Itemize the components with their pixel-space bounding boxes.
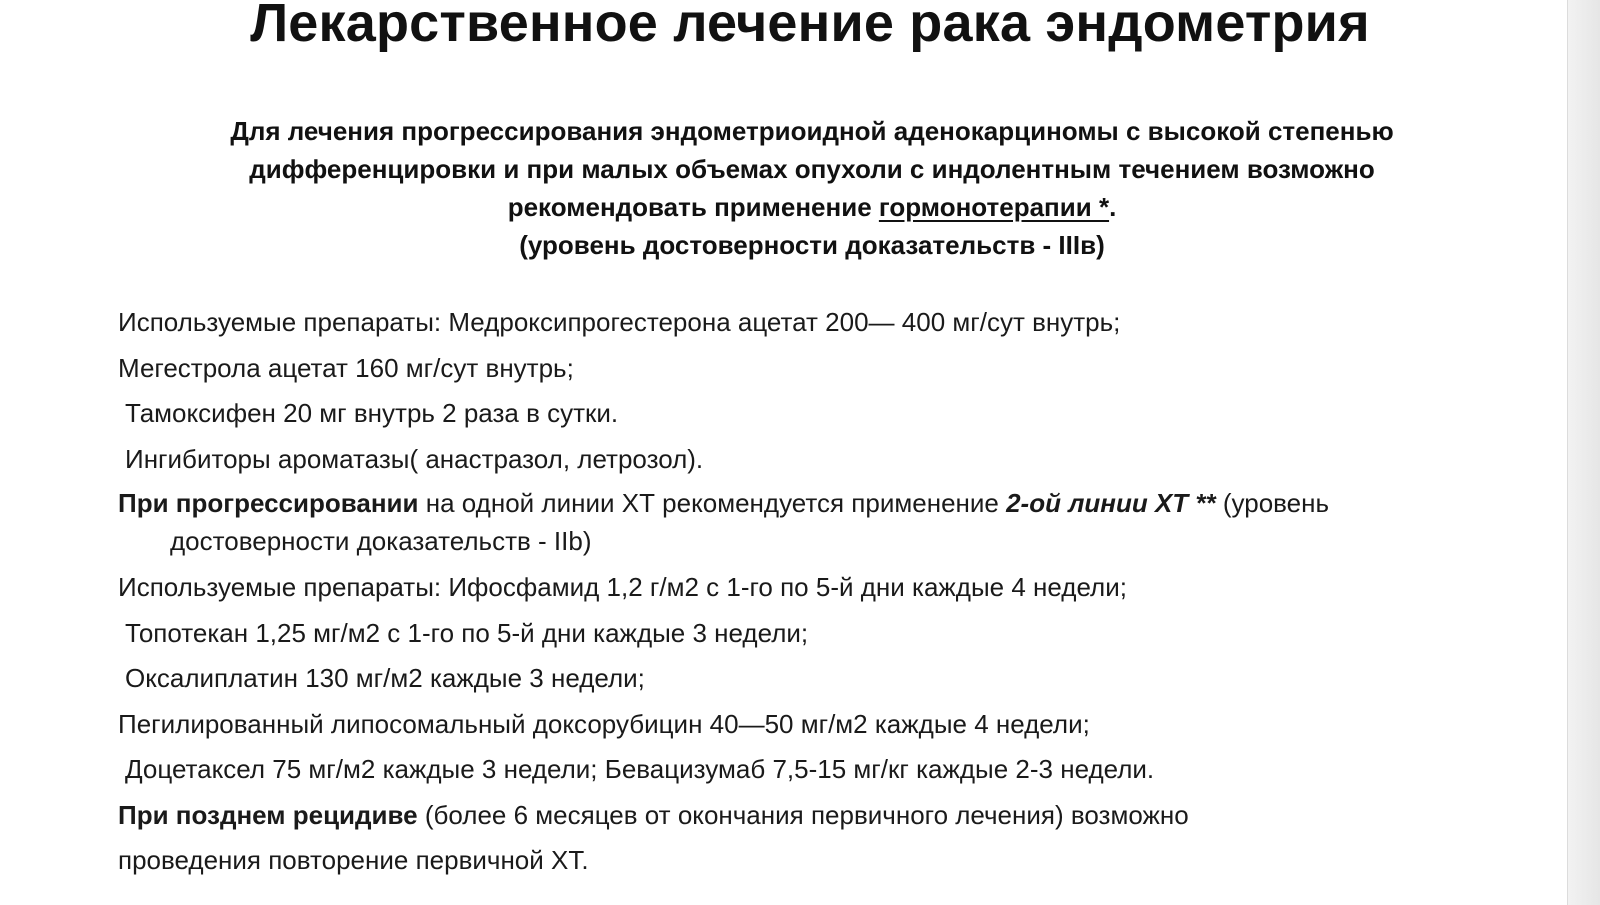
hormone-therapy-link[interactable]: гормонотерапии * [878,192,1110,222]
progression-text: на одной линии ХТ рекомендуется применение [418,488,1007,518]
intro-line-3 [180,188,1444,226]
progression-heading: При прогрессировании [118,488,419,518]
list-item-medroxyprogesterone: Используемые препараты: Медроксипрогестерона ацетат 200— 400 мг/сут внутрь; [118,307,1121,337]
late-relapse-text: (более 6 месяцев от окончания первичного лечения) возможно [417,799,1189,830]
list-item-late-relapse [118,795,1478,841]
evidence-level-note: (уровень достоверности доказательств - IIIв) [519,230,1105,260]
list-item-repeat-primary-ct: проведения повторение первичной ХТ. [118,845,589,875]
list-item-oxaliplatin: Оксалиплатин 130 мг/м2 каждые 3 недели; [125,663,645,693]
intro-line-1: Для лечения прогрессирования эндометриоидной аденокарциномы с высокой степенью [230,116,1394,146]
list-item-topotecan: Топотекан 1,25 мг/м2 с 1-го по 5-й дни каждые 3 недели; [125,617,809,648]
slide-title: Лекарственное лечение рака эндометрия [250,0,1370,53]
intro-paragraph [180,112,1444,264]
late-relapse-heading: При позднем рецидиве [118,799,418,830]
intro-line-3-text: рекомендовать применение [507,192,879,222]
list-item-megestrol: Мегестрола ацетат 160 мг/сут внутрь; [118,352,574,383]
list-item-progression [118,484,1478,560]
list-item-aromatase-inhibitors: Ингибиторы ароматазы( анастразол, летрозол). [125,443,704,474]
second-line-ct: 2-ой линии ХТ ** [1006,488,1216,518]
drug-list [118,302,1478,886]
progression-evidence: достоверности доказательств - IIb) [170,526,592,556]
list-item-tamoxifen: Тамоксифен 20 мг внутрь 2 раза в сутки. [125,398,619,428]
list-item-docetaxel: Доцетаксел 75 мг/м2 каждые 3 недели; Бевацизумаб 7,5-15 мг/кг каждые 2-3 недели. [125,754,1155,784]
window-edge [1567,0,1600,905]
list-item-ifosfamide: Используемые препараты: Ифосфамид 1,2 г/м2 с 1-го по 5-й дни каждые 4 недели; [118,572,1127,602]
progression-level: (уровень [1215,488,1330,518]
intro-line-3-period: . [1109,192,1117,222]
list-item-doxorubicin: Пегилированный липосомальный доксорубицин 40—50 мг/м2 каждые 4 недели; [118,708,1090,739]
intro-line-2: дифференцировки и при малых объемах опухоли с индолентным течением возможно [249,154,1375,184]
